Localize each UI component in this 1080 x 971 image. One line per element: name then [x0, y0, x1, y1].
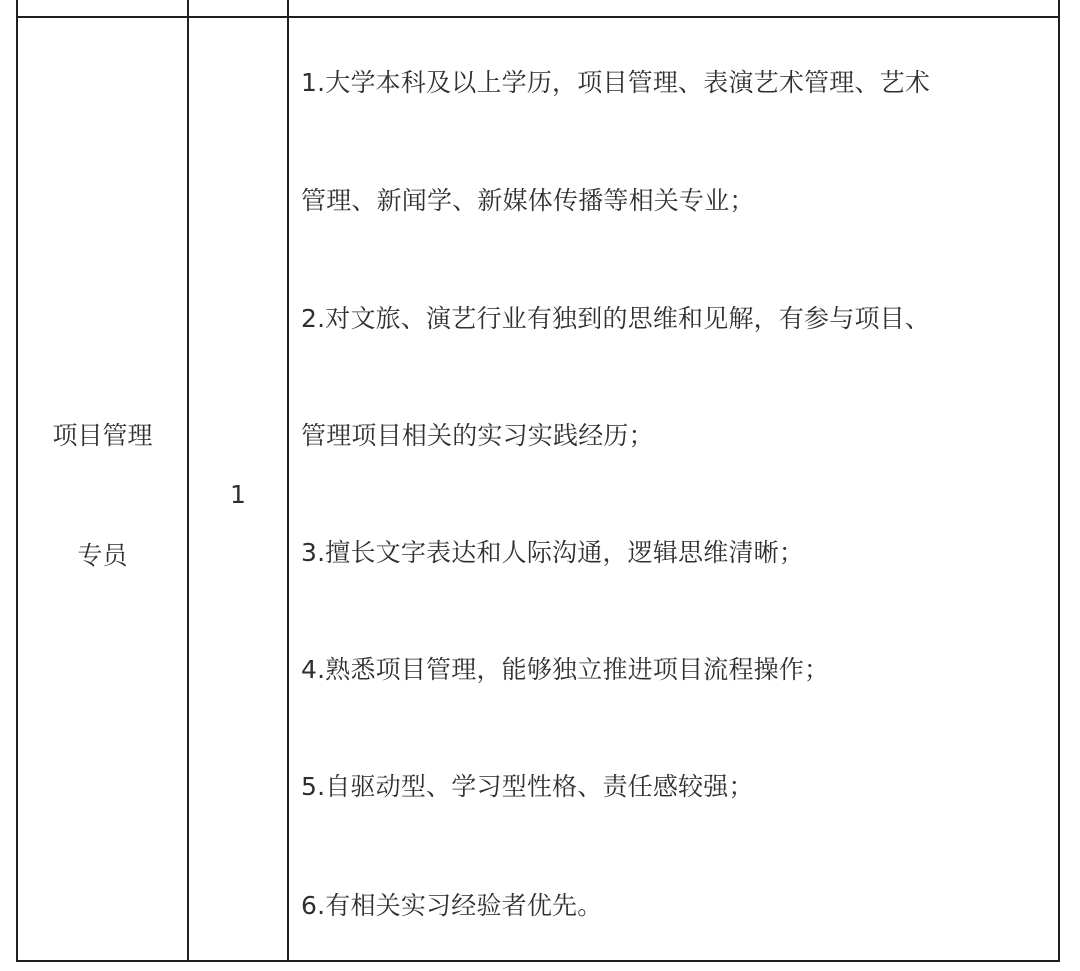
headcount: 1 [230, 480, 246, 509]
requirement-line: 2.对文旅、演艺行业有独到的思维和见解，有参与项目、 [301, 304, 931, 333]
position-title-line1: 项目管理 [52, 421, 153, 450]
requirement-line: 5.自驱动型、学习型性格、责任感较强； [301, 772, 754, 801]
requirement-line: 3.擅长文字表达和人际沟通，逻辑思维清晰； [301, 538, 805, 567]
requirement-line: 管理、新闻学、新媒体传播等相关专业； [301, 186, 755, 215]
position-title-line2: 专员 [77, 541, 128, 570]
requirement-line: 1.大学本科及以上学历，项目管理、表演艺术管理、艺术 [301, 68, 931, 97]
table-border-left [16, 0, 18, 962]
requirement-line: 4.熟悉项目管理，能够独立推进项目流程操作； [301, 655, 830, 684]
table-border-right [1058, 0, 1060, 962]
table-row-divider [16, 16, 1060, 18]
table-border-bottom [16, 960, 1060, 962]
requirement-line: 管理项目相关的实习实践经历； [301, 421, 654, 450]
table-border-col2 [287, 0, 289, 962]
requirement-line: 6.有相关实习经验者优先。 [301, 891, 603, 920]
